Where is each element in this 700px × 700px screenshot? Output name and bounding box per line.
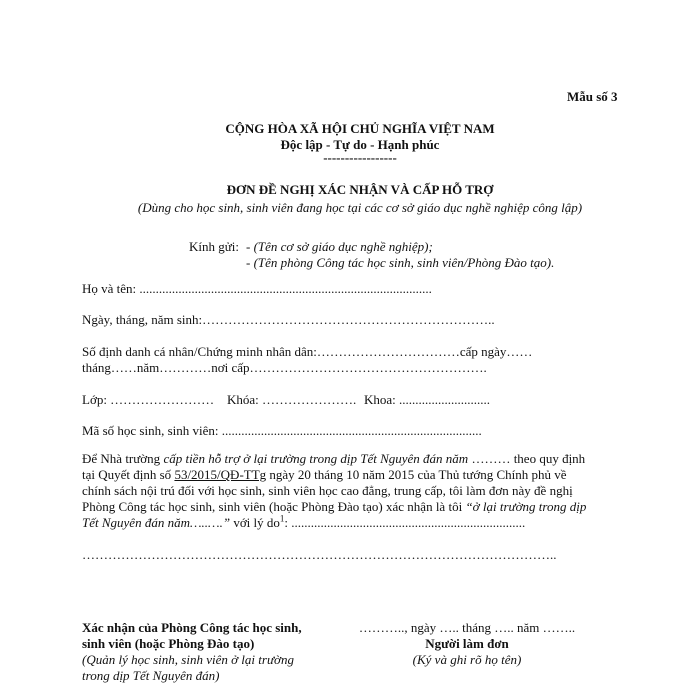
body-line-1 xyxy=(82,451,585,467)
applicant-note: (Ký và ghi rõ họ tên) xyxy=(412,652,522,667)
field-student-id: Mã số học sinh, sinh viên: ................................................................................ xyxy=(82,423,482,438)
field-name: Họ và tên: .......................................................................................... xyxy=(82,281,432,296)
field-id-line-2: tháng……năm…………nơi cấp………………………………………………. xyxy=(82,360,487,375)
recipient-line-2: - (Tên phòng Công tác học sinh, sinh viên/Phòng Đào tạo). xyxy=(246,255,555,270)
left-signature-note-1: (Quản lý học sinh, sinh viên ở lại trường xyxy=(82,652,294,667)
body-text: ……… theo quy định xyxy=(468,451,586,466)
body-line-2 xyxy=(82,467,567,483)
document-title: ĐƠN ĐỀ NGHỊ XÁC NHẬN VÀ CẤP HỖ TRỢ xyxy=(226,182,494,197)
form-number: Mẫu số 3 xyxy=(567,89,618,104)
body-line-5 xyxy=(82,515,525,531)
country-name: CỘNG HÒA XÃ HỘI CHỦ NGHĨA VIỆT NAM xyxy=(225,121,495,136)
body-text: tại Quyết định số xyxy=(82,467,175,482)
field-faculty: Khoa: ............................ xyxy=(364,392,491,407)
body-text: Phòng Công tác học sinh, sinh viên (hoặc Phòng Đào tạo) xác nhận là tôi xyxy=(82,499,466,514)
body-italic-text: cấp tiền hỗ trợ ở lại trường trong dịp Tết Nguyên đán năm xyxy=(163,451,469,466)
field-id-line-1: Số định danh cá nhân/Chứng minh nhân dân:……………………………cấp ngày…… xyxy=(82,344,533,359)
body-line-4 xyxy=(82,499,586,515)
left-signature-title-1: Xác nhận của Phòng Công tác học sinh, xyxy=(82,620,302,635)
body-line-6: ……………………………………………………………………………………………….. xyxy=(82,547,557,562)
decision-number: 53/2015/QĐ-TTg xyxy=(174,467,267,482)
header-divider: ----------------- xyxy=(323,150,397,165)
left-signature-title-2: sinh viên (hoặc Phòng Đào tạo) xyxy=(82,636,255,651)
applicant-title: Người làm đơn xyxy=(425,636,509,651)
body-text: với lý do xyxy=(230,515,280,530)
footnote-marker: 1 xyxy=(279,513,285,524)
body-text: Để Nhà trường xyxy=(82,451,164,466)
field-dob: Ngày, tháng, năm sinh:………………………………………………………….. xyxy=(82,312,495,327)
recipient-label: Kính gửi: xyxy=(189,239,240,254)
body-italic-text: “ở lại trường trong dịp xyxy=(465,499,587,514)
body-text: ngày 20 tháng 10 năm 2015 của Thủ tướng Chính phủ về xyxy=(266,467,567,482)
field-class: Lớp: …………………… xyxy=(82,392,215,407)
body-italic-text: Tết Nguyên đán năm…..….” xyxy=(82,515,231,530)
date-line: ……….., ngày ….. tháng ….. năm …….. xyxy=(358,620,576,635)
field-course: Khóa: …………………. xyxy=(227,392,357,407)
recipient-line-1: - (Tên cơ sở giáo dục nghề nghiệp); xyxy=(246,239,433,254)
document-subtitle: (Dùng cho học sinh, sinh viên đang học tại các cơ sở giáo dục nghề nghiệp công lập) xyxy=(137,200,583,215)
body-line-3: chính sách nội trú đối với học sinh, sinh viên học cao đẳng, trung cấp, tôi làm đơn này đề nghị xyxy=(82,483,573,498)
left-signature-note-2: trong dịp Tết Nguyên đán) xyxy=(82,668,220,683)
national-motto: Độc lập - Tự do - Hạnh phúc xyxy=(280,137,440,152)
body-text: : ........................................................................ xyxy=(284,515,526,530)
